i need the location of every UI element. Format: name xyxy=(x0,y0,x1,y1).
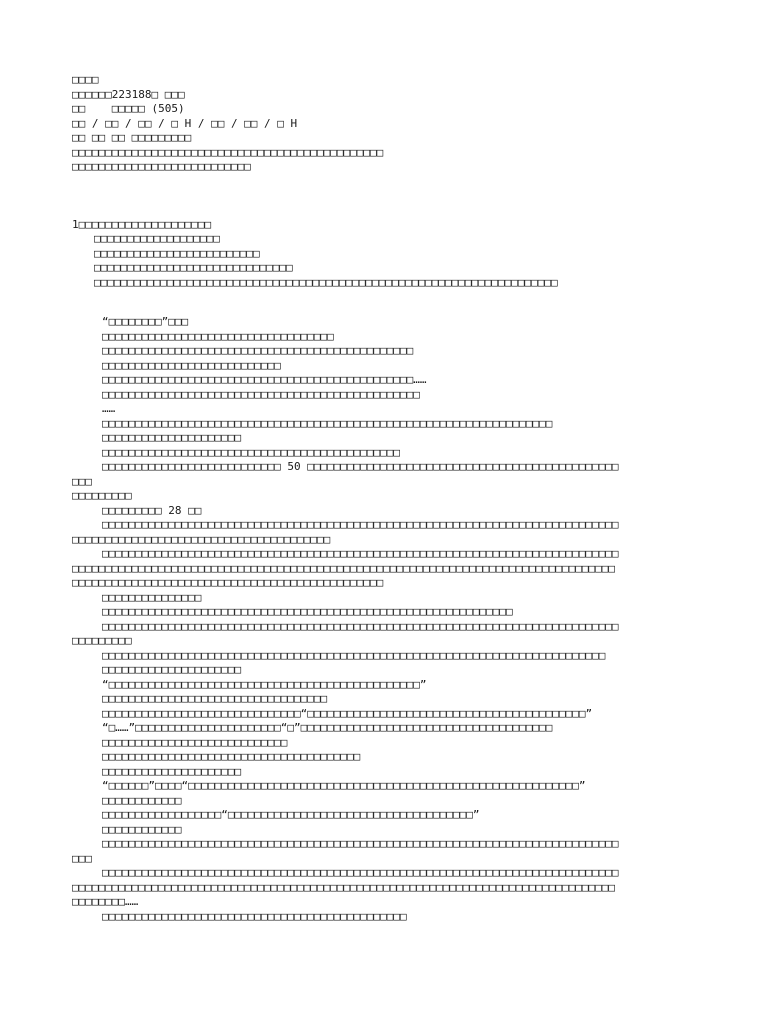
para-line: □□□□□□□□□□□□□□□□□□□□□□□□□□□□□□□□□□□□□□□□□□□□□□□□□□□□□□□□□□□□□□□□□□□□□□□□□□□□□□ xyxy=(102,837,619,850)
quote-line: □□□□□□□□□□□□□□□□□□“□□□□□□□□□□□□□□□□□□□□□□□□□□□□□□□□□□□□□” xyxy=(102,808,480,821)
quote-line: □□□□□□□□□□□□□□□□□□□□□□□□□□□□□□“□□□□□□□□□□□□□□□□□□□□□□□□□□□□□□□□□□□□□□□□□□” xyxy=(102,706,593,720)
para-line: □□□□□□□□□□□□□□□□□□□□□□□□□□□□□□□□□□□□□□□□□□□□□□□□□□□□□□□□□□□□□□□□□□□□□□□□□□□□□□ xyxy=(102,518,619,531)
para-line: □□□□□□□□□□□□□□□□□□□□□□□□□□□□ xyxy=(102,735,288,749)
header-line-6: □□□□□□□□□□□□□□□□□□□□□□□□□□□□□□□□□□□□□□□□□□□□□□□ xyxy=(72,145,384,159)
para-line: □□□□□□□□□□□□□□□□□□□□□□□□□□□□□□□□□□□□□□□□□□□□□□□□□□□□□□□□□□□□□□□□□□□□□□□□□□□□□□□□□□ xyxy=(72,880,616,894)
header-line-7: □□□□□□□□□□□□□□□□□□□□□□□□□□□ xyxy=(72,160,251,173)
body-line: □□□□□□□□□□□□□□□□□□□□□□□□□□□□□□□□□□□ xyxy=(102,329,334,343)
quote-line: “□□□□□□”□□□□“□□□□□□□□□□□□□□□□□□□□□□□□□□□□□□□□□□□□□□□□□□□□□□□□□□□□□□□□□□□” xyxy=(102,779,586,792)
section-item: □□□□□□□□□□□□□□□□□□□□□□□□□□□□□□□□□□□□□□□□□□□□□□□□□□□□□□□□□□□□□□□□□□□□□□ xyxy=(94,275,558,289)
section-item: □□□□□□□□□□□□□□□□□□□□□□□□□□□□□□ xyxy=(94,261,293,274)
header-breadcrumb: □□ / □□ / □□ / □ H / □□ / □□ / □ H xyxy=(72,116,298,130)
document-page xyxy=(72,73,712,924)
para-line: □□□□□□□□□□□□□□□□□□□□□□□□□□□□□□□□□□ xyxy=(102,692,328,705)
para-line: □□□□□□□□□□□□□□□□□□□□□□□□□□□□□□□□□□□□□□□□□□□□□□ xyxy=(102,909,407,923)
header-line-1: □□□□ xyxy=(72,73,99,86)
body-line: □□□□□□□□□□□□□□□□□□□□□□□□□□□□□□□□□□□□□□□□□□□□□□□□□□□□□□□□□□□□□□□□□□□□ xyxy=(102,416,553,430)
para-line: □□□□□□□□…… xyxy=(72,895,139,908)
para-line: □□□□□□□□□ xyxy=(72,634,132,647)
para-line: □□□□□□□□□ 28 □□ xyxy=(102,503,202,517)
para-line: □□□□□□□□□□□□□□□□□□□□□□□□□□□□□□□□□□□□□□□□□□□□□□□□□□□□□□□□□□□□□□ xyxy=(102,605,513,618)
body-line: “□□□□□□□□”□□□ xyxy=(102,315,189,328)
section-1 xyxy=(72,218,712,291)
para-line: □□□ xyxy=(72,851,92,865)
body-line: □□□□□□□□□□□□□□□□□□□□□□□□□□□ 50 □□□□□□□□□□□□□□□□□□□□□□□□□□□□□□□□□□□□□□□□□□□□□□□ xyxy=(102,460,619,473)
paragraphs xyxy=(72,504,712,925)
body-line: □□□□□□□□□□□□□□□□□□□□□□□□□□□□□□□□□□□□□□□□□□□□□□□ xyxy=(102,344,414,357)
para-line: □□□□□□□□□□□□□□□□□□□□□□□□□□□□□□□□□□□□□□□□□□□□□□□□□□□□□□□□□□□□□□□□□□□□□□□□□□□□□□□□□□ xyxy=(72,561,616,575)
section-title: 1□□□□□□□□□□□□□□□□□□□□ xyxy=(72,217,212,231)
para-line: □□□□□□□□□□□□□□□□□□□□□□□□□□□□□□□□□□□□□□□ xyxy=(72,532,331,546)
quote-line: “□□□□□□□□□□□□□□□□□□□□□□□□□□□□□□□□□□□□□□□□□□□□□□□” xyxy=(102,677,427,691)
para-line: □□□□□□□□□□□□□□□□□□□□□□□□□□□□□□□□□□□□□□□□□□□□□□□□□□□□□□□□□□□□□□□□□□□□□□□□□□□□□□ xyxy=(102,619,619,633)
body-line-wrap: □□□ xyxy=(72,474,92,488)
para-line: □□□□□□□□□□□□□□□□□□□□□□□□□□□□□□□□□□□□□□□ xyxy=(102,750,361,763)
body-line: …… xyxy=(102,402,116,415)
header-line-2: □□□□□□223188□ □□□ xyxy=(72,87,185,101)
para-line: □□□□□□□□□□□□□□□□□□□□□□□□□□□□□□□□□□□□□□□□□□□□□□□□□□□□□□□□□□□□□□□□□□□□□□□□□□□□ xyxy=(102,648,606,662)
para-line: □□□□□□□□□□□□□□□ xyxy=(102,590,202,604)
line-label: □□□□□□□□□ xyxy=(72,489,132,502)
para-line: □□□□□□□□□□□□□□□□□□□□□□□□□□□□□□□□□□□□□□□□□□□□□□□ xyxy=(72,576,384,589)
header-line-5: □□ □□ □□ □□□□□□□□□ xyxy=(72,131,192,144)
body-text xyxy=(72,315,712,504)
header-line-3: □□ □□□□□ (505) xyxy=(72,102,185,115)
body-line: □□□□□□□□□□□□□□□□□□□□□□□□□□□□□□□□□□□□□□□□□□□□□ xyxy=(102,445,401,459)
para-line: □□□□□□□□□□□□□□□□□□□□□ xyxy=(102,663,242,676)
body-line: □□□□□□□□□□□□□□□□□□□□□□□□□□□□□□□□□□□□□□□□□□□□□□□…… xyxy=(102,373,427,386)
para-line: □□□□□□□□□□□□□□□□□□□□□□□□□□□□□□□□□□□□□□□□□□□□□□□□□□□□□□□□□□□□□□□□□□□□□□□□□□□□□□ xyxy=(102,547,619,560)
para-line: □□□□□□□□□□□□ xyxy=(102,793,182,807)
section-item: □□□□□□□□□□□□□□□□□□□□□□□□□ xyxy=(94,246,260,260)
para-line: □□□□□□□□□□□□□□□□□□□□□ xyxy=(102,764,242,778)
para-line: □□□□□□□□□□□□□□□□□□□□□□□□□□□□□□□□□□□□□□□□□□□□□□□□□□□□□□□□□□□□□□□□□□□□□□□□□□□□□□ xyxy=(102,866,619,879)
document-header xyxy=(72,73,712,175)
quote-line: “□……”□□□□□□□□□□□□□□□□□□□□□□“□”□□□□□□□□□□□□□□□□□□□□□□□□□□□□□□□□□□□□□□ xyxy=(102,721,553,734)
para-line: □□□□□□□□□□□□ xyxy=(102,822,182,836)
section-item: □□□□□□□□□□□□□□□□□□□ xyxy=(94,232,220,245)
body-line: □□□□□□□□□□□□□□□□□□□□□□□□□□□□□□□□□□□□□□□□□□□□□□□□ xyxy=(102,387,420,401)
body-line: □□□□□□□□□□□□□□□□□□□□□ xyxy=(102,431,242,444)
body-line: □□□□□□□□□□□□□□□□□□□□□□□□□□□ xyxy=(102,358,281,372)
